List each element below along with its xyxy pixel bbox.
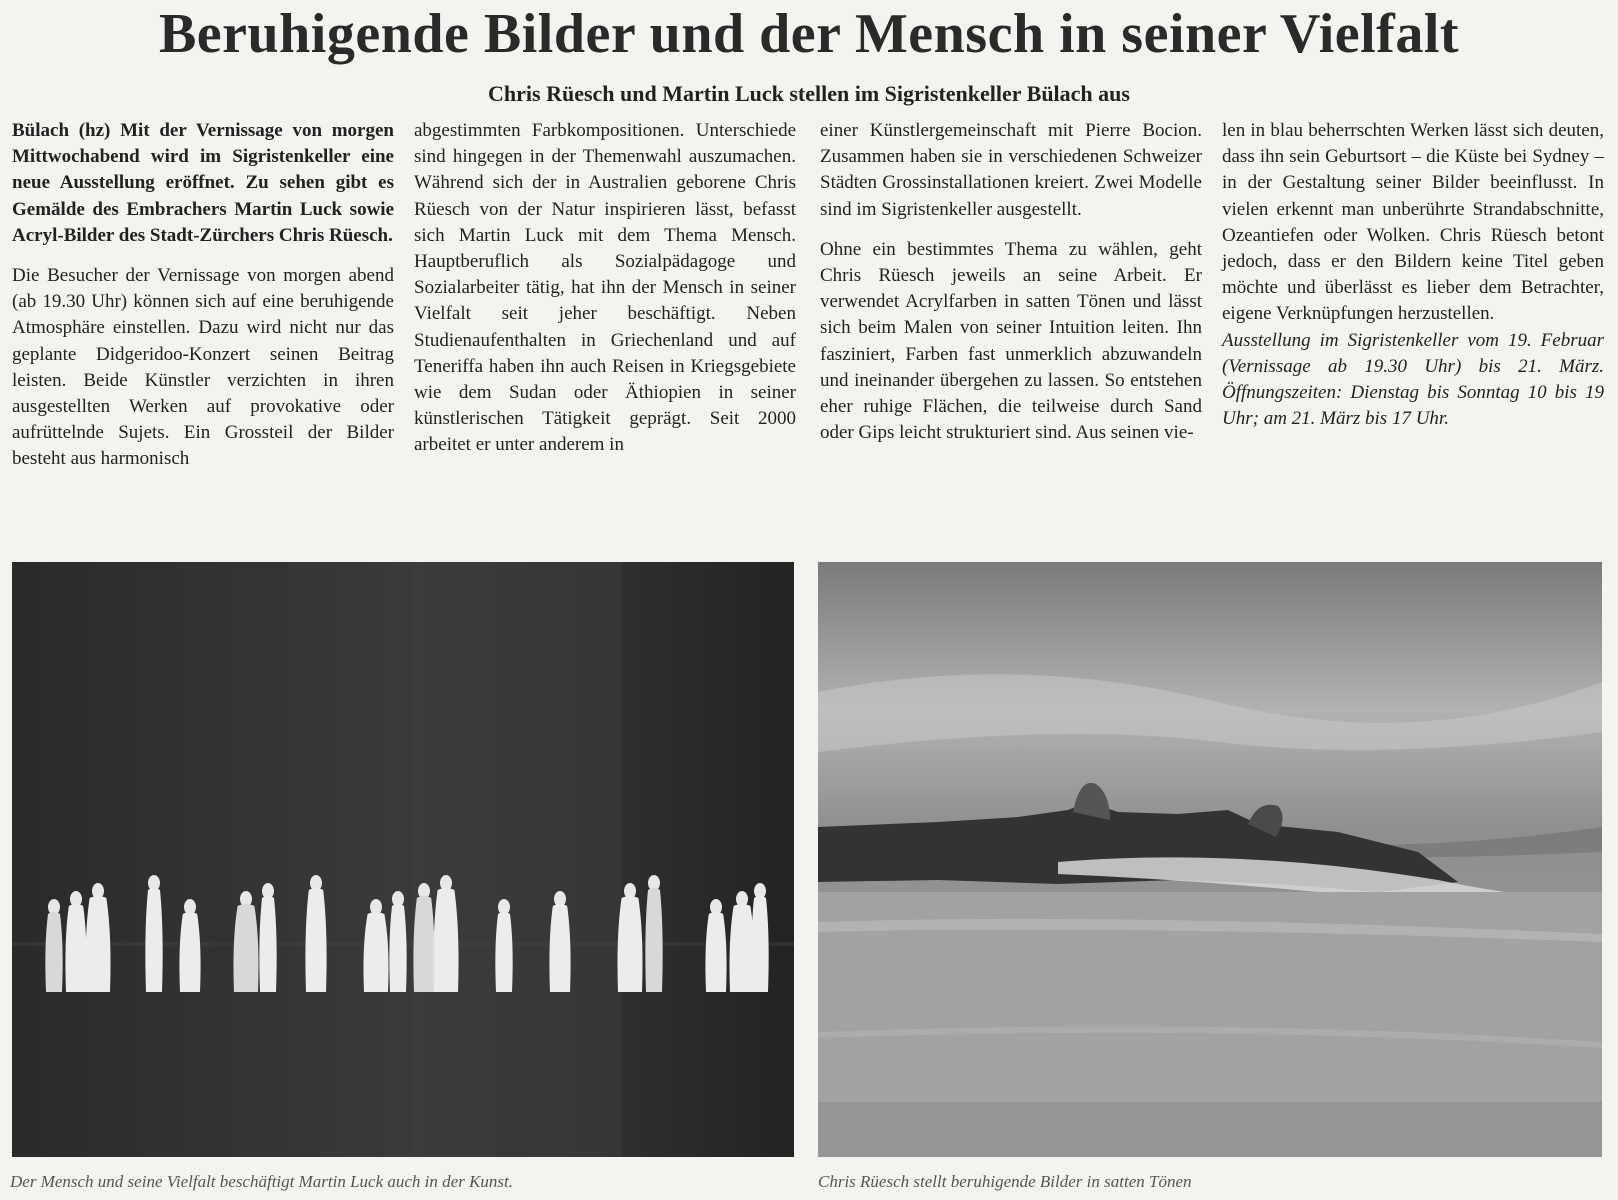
photo-landscape-painting	[818, 562, 1602, 1157]
article-lead: Bülach (hz) Mit der Vernissage von morgen Mittwochabend wird im Sigristenkeller eine neue Ausstellung eröffnet. Zu sehen gibt es Gemälde des Embrachers Martin Luck sowie Acryl-Bilder des Stadt-Zürchers Chris Rüesch.	[12, 120, 394, 246]
caption-right: Chris Rüesch stellt beruhigende Bilder in satten Tönen	[818, 1172, 1192, 1191]
figure-body	[729, 904, 754, 992]
paragraph-influence: len in blau beherrschten Werken lässt sich deuten, dass ihn sein Geburtsort – die Küste bei Sydney – in der Gestaltung seiner Bilder beeinflusst. In vielen erkennt man unberührte Strandabschnitte, Ozeantiefen oder Wolken. Chris Rüesch betont jedoch, dass er den Bildern keine Titel geben möchte und überlässt es lieber dem Betrachter, eigene Verknüpfungen herzustellen.	[1222, 120, 1604, 325]
figure-body	[705, 912, 726, 992]
text-column-4	[1222, 118, 1604, 432]
figures-painting-image	[12, 562, 794, 1157]
paragraph-themes: abgestimmten Farbkompositionen. Unterschiede sind hingegen in der Themenwahl auszumachen. Während sich der in Australien geborene Chris Rüesch von der Natur inspirieren lässt, befasst sich Martin Luck mit dem Thema Mensch. Hauptberuflich als Sozialpädagoge und Sozialarbeiter tätig, hat ihn der Mensch in seiner Vielfalt seit jeher beschäftigt. Neben Studienaufenthalten in Griechenland und auf Teneriffa haben ihn auch Reisen in Kriegsgebiete wie dem Sudan oder Äthiopien in seiner künstlerischen Tätigkeit geprägt. Seit 2000 arbeitet er unter anderem in	[414, 120, 796, 456]
figure-body	[305, 888, 326, 992]
paragraph-visitors: Die Besucher der Vernissage von morgen abend (ab 19.30 Uhr) können sich auf eine beruhigende Atmosphäre einstellen. Dazu wird nicht nur das geplante Didgeridoo-Konzert seinen Beitrag leisten. Beide Künstler verzichten in ihren ausgestellten Werken auf provokative oder aufrüttelnde Sujets. Ein Grossteil der Bilder besteht aus harmonisch	[12, 265, 394, 470]
figure-body	[259, 896, 276, 992]
figure-body	[645, 888, 662, 992]
figure-body	[495, 912, 512, 992]
photo-figures-painting	[12, 562, 794, 1157]
text-column-1	[12, 118, 394, 473]
paragraph-technique: Ohne ein bestimmtes Thema zu wählen, geht Chris Rüesch jeweils an seine Arbeit. Er verwendet Acrylfarben in satten Tönen und lässt sich beim Malen von seiner Intuition leiten. Ihn fasziniert, Farben fast unmerklich abzuwandeln und ineinander übergehen zu lassen. So entstehen eher ruhige Flächen, die teilweise durch Sand oder Gips leicht strukturiert sind. Aus seinen vie-	[820, 238, 1202, 444]
article-headline: Beruhigende Bilder und der Mensch in seiner Vielfalt	[158, 3, 1460, 65]
figure-body	[389, 904, 406, 992]
caption-left: Der Mensch und seine Vielfalt beschäftigt Martin Luck auch in der Kunst.	[10, 1172, 513, 1191]
text-column-2	[414, 118, 796, 459]
article-subheadline: Chris Rüesch und Martin Luck stellen im Sigristenkeller Bülach aus	[488, 81, 1130, 106]
figure-body	[85, 896, 110, 992]
paragraph-collaboration: einer Künstlergemeinschaft mit Pierre Bocion. Zusammen haben sie in verschiedenen Schweizer Städten Grossinstallationen kreiert. Zwei Modelle sind im Sigristenkeller ausgestellt.	[820, 120, 1202, 220]
figure-body	[617, 896, 642, 992]
figure-body	[145, 888, 162, 992]
text-column-3	[820, 118, 1202, 446]
figure-body	[413, 896, 434, 992]
figure-body	[45, 912, 62, 992]
landscape-painting-image	[818, 562, 1602, 1157]
figure-body	[433, 888, 458, 992]
figure-body	[549, 904, 570, 992]
figure-body	[179, 912, 200, 992]
exhibition-info: Ausstellung im Sigristenkeller vom 19. Februar (Vernissage ab 19.30 Uhr) bis 21. März. Öffnungszeiten: Dienstag bis Sonntag 10 bis 19 Uhr; am 21. März bis 17 Uhr.	[1222, 329, 1604, 430]
figure-body	[363, 912, 388, 992]
figure-body	[751, 896, 768, 992]
figure-body	[233, 904, 258, 992]
figure-body	[65, 904, 86, 992]
